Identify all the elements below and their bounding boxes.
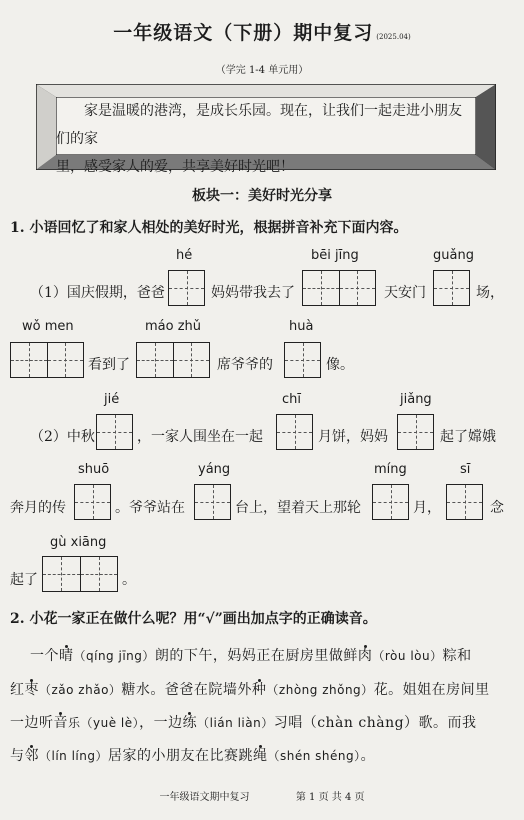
answer-box-maozhu[interactable] [136, 342, 210, 378]
pinyin-hua: huà [289, 319, 314, 334]
pinyin-shuo: shuō [78, 462, 110, 477]
answer-box-si[interactable] [446, 484, 483, 520]
q2-text: 花。姐姐在房间里 [373, 682, 490, 698]
dotted-char: 枣 [24, 682, 39, 698]
q1p1-text-1: （1）国庆假期，爸爸 [30, 285, 165, 301]
q1p2-text-7: 台上，望着天上那轮 [235, 500, 361, 516]
q1p2-text-3: 月饼，妈妈 [318, 429, 388, 445]
q1p2-text-4: 起了嫦娥 [440, 429, 496, 445]
pinyin-options[interactable]: （zǎo zhǎo） [39, 683, 122, 697]
pinyin-guxiang: gù xiāng [50, 535, 107, 550]
pinyin-options[interactable]: （lián liàn） [197, 716, 274, 730]
dotted-char: 晴 [59, 648, 74, 664]
q2-text: 糖水。爸爸在院墙外 [121, 682, 252, 698]
q2-text: 。 [360, 748, 376, 764]
pinyin-ming: míng [374, 462, 407, 477]
question-1-prompt: 1. 小语回忆了和家人相处的美好时光，根据拼音补充下面内容。 [10, 220, 408, 236]
pinyin-options[interactable]: （ròu lòu） [372, 649, 443, 663]
q1p2-text-9: 念 [490, 500, 504, 516]
q1p2-text-2: ，一家人围坐在一起 [137, 429, 263, 445]
footer-page-number: 第 1 页 共 4 页 [295, 792, 365, 803]
q2-line-2 [10, 679, 490, 699]
q2-text: 居家的小朋友在比赛跳 [107, 748, 253, 764]
pinyin-options[interactable]: （qíng jīng） [73, 649, 155, 663]
q1p2-text-11: 。 [122, 572, 136, 588]
pinyin-jiang: jiǎng [400, 392, 432, 407]
q2-text: 一个 [30, 648, 59, 664]
answer-box-women[interactable] [10, 342, 84, 378]
q2-text: 一边听 [10, 715, 54, 731]
answer-box-ming[interactable] [372, 484, 409, 520]
title-date: (2025.04) [376, 33, 411, 41]
pinyin-si: sī [460, 462, 471, 477]
answer-box-shuo[interactable] [74, 484, 111, 520]
page-footer [0, 788, 524, 803]
answer-box-beijing[interactable] [302, 270, 376, 306]
page-title [0, 18, 524, 45]
pinyin-chi: chī [282, 392, 301, 407]
q2-line-1 [30, 645, 472, 665]
q2-text: 朗的下午，妈妈正在厨房里做鲜 [154, 648, 358, 664]
q1p2-text-10: 起了 [10, 572, 38, 588]
dotted-char: 音 [53, 715, 68, 731]
intro-line-2: 里，感受家人的爱，共享美好时光吧！ [56, 159, 294, 175]
q2-line-4 [10, 745, 375, 765]
answer-box-hua[interactable] [284, 342, 321, 378]
pinyin-options[interactable]: （zhòng zhǒng） [266, 683, 374, 697]
dotted-char: 肉 [357, 648, 373, 664]
q1p1-text-5: 看到了 [88, 357, 130, 373]
pinyin-options[interactable]: （lín líng） [39, 749, 108, 763]
q1p2-text-8: 月， [413, 500, 441, 516]
dotted-char: 邻 [24, 748, 39, 764]
pinyin-yang: yáng [198, 462, 231, 477]
q1p1-text-7: 像。 [326, 357, 354, 373]
answer-box-guang[interactable] [433, 270, 470, 306]
answer-box-yang[interactable] [194, 484, 231, 520]
title-text: 一年级语文（下册）期中复习 [113, 22, 374, 44]
q1p2-text-5: 奔月的传 [10, 500, 66, 516]
q2-line-3 [10, 712, 477, 732]
section-title: 板块一：美好时光分享 [192, 188, 332, 204]
q2-text: ，一边 [139, 715, 183, 731]
pinyin-beijing: bēi jīng [311, 248, 359, 263]
footer-title: 一年级语文期中复习 [159, 792, 250, 803]
q2-text: 粽和 [442, 648, 472, 664]
answer-box-jie[interactable] [96, 414, 133, 450]
dotted-char: 绳 [252, 748, 268, 764]
q2-text: 与 [10, 748, 25, 764]
question-2-prompt: 2. 小花一家正在做什么呢？用“√”画出加点字的正确读音。 [10, 611, 377, 627]
pinyin-options[interactable]: （shén shéng） [267, 749, 361, 763]
intro-line-1: 家是温暖的港湾，是成长乐园。现在，让我们一起走进小朋友们的家 [56, 103, 462, 147]
pinyin-jie: jié [104, 392, 120, 407]
answer-box-guxiang[interactable] [42, 556, 118, 592]
answer-box-he[interactable] [168, 270, 205, 306]
dotted-char: 练 [182, 715, 198, 731]
pinyin-options[interactable]: 乐（yuè lè） [68, 716, 140, 730]
q2-text: 红 [10, 682, 25, 698]
q1p1-text-6: 席爷爷的 [217, 357, 273, 373]
q1p2-text-1: （2）中秋 [30, 429, 95, 445]
dotted-char: 种 [251, 682, 267, 698]
q1p1-text-3: 天安门 [384, 285, 426, 301]
pinyin-maozhu: máo zhǔ [145, 319, 202, 334]
page-subtitle: （学完 1-4 单元用） [215, 65, 309, 76]
q1p1-text-4: 场， [476, 285, 504, 301]
pinyin-women: wǒ men [22, 319, 74, 334]
answer-box-jiang[interactable] [397, 414, 434, 450]
answer-box-chi[interactable] [276, 414, 313, 450]
intro-text [56, 97, 474, 175]
q2-text: 习唱（chàn chàng）歌。而我 [273, 715, 477, 731]
q1p2-text-6: 。爷爷站在 [115, 500, 185, 516]
pinyin-guang: guǎng [433, 248, 474, 263]
q1p1-text-2: 妈妈带我去了 [211, 285, 295, 301]
pinyin-he: hé [176, 248, 193, 263]
